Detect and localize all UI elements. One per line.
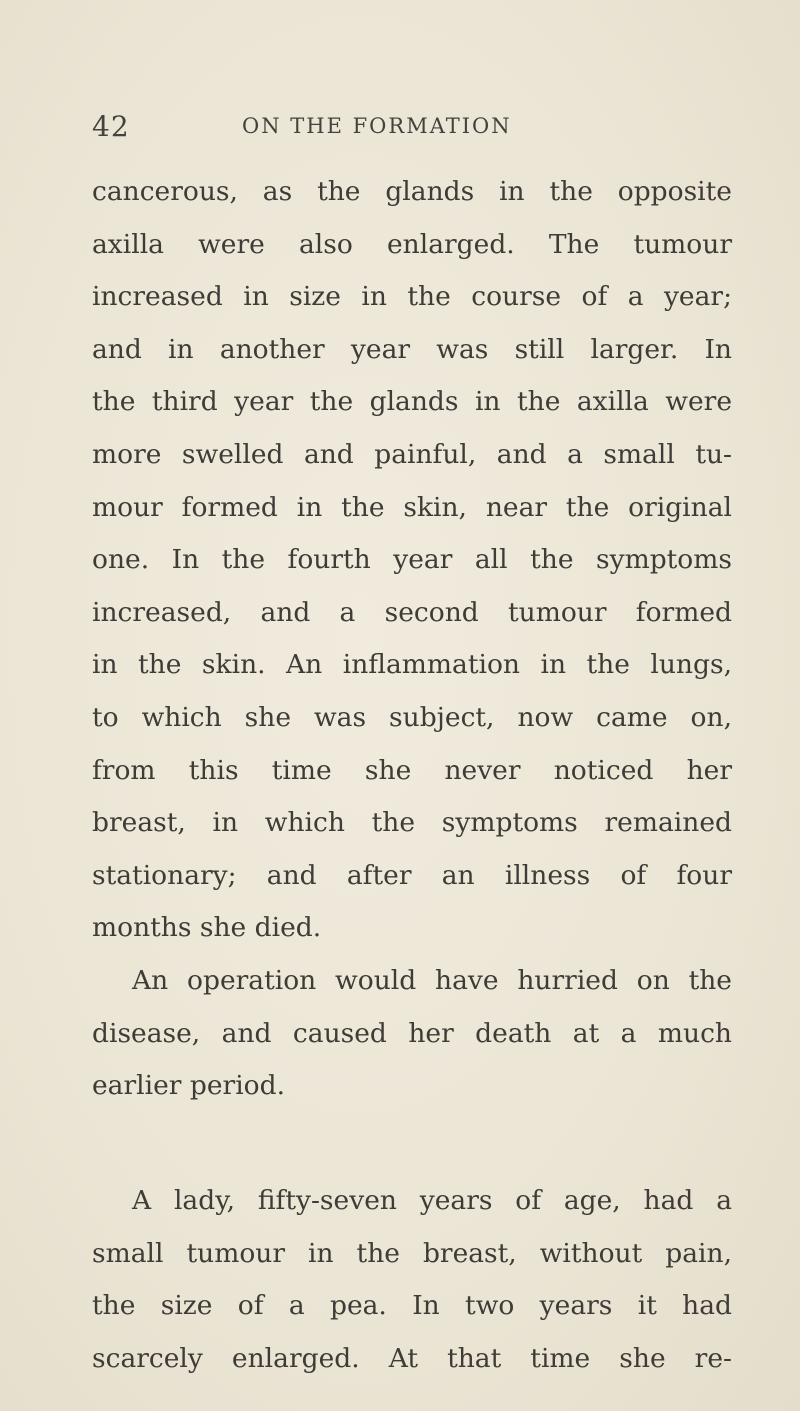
running-head: ON THE FORMATION (242, 114, 512, 138)
text-line: earlier period. (92, 1070, 286, 1102)
text-line: the size of a pea. In two years it had (92, 1290, 732, 1322)
text-line: breast, in which the symptoms remained (92, 807, 732, 839)
text-line: increased in size in the course of a year; (92, 281, 732, 313)
text-line: small tumour in the breast, without pain, (92, 1237, 732, 1269)
text-line: the third year the glands in the axilla were (92, 386, 732, 418)
text-line: An operation would have hurried on the (132, 965, 732, 996)
paragraph-1 (92, 166, 732, 955)
text-line: from this time she never noticed her (92, 754, 732, 786)
text-line: increased, and a second tumour formed (92, 596, 732, 628)
page-number: 42 (92, 110, 130, 143)
paragraph-2 (92, 955, 732, 1113)
text-line: cancerous, as the glands in the opposite (92, 176, 732, 207)
text-line: scarcely enlarged. At that time she re- (92, 1342, 732, 1374)
text-line: more swelled and painful, and a small tu- (92, 438, 732, 470)
page-header (92, 110, 732, 150)
text-line: A lady, fifty-seven years of age, had a (132, 1185, 732, 1216)
text-line: to which she was subject, now came on, (92, 701, 732, 733)
text-line: axilla were also enlarged. The tumour (92, 228, 732, 260)
text-line: disease, and caused her death at a much (92, 1017, 732, 1049)
paragraph-3 (92, 1175, 732, 1385)
text-line: months she died. (92, 912, 322, 944)
text-line: stationary; and after an illness of four (92, 859, 732, 891)
text-line: and in another year was still larger. In (92, 333, 732, 365)
text-line: in the skin. An inflammation in the lungs, (92, 649, 732, 681)
text-line: mour formed in the skin, near the original (92, 491, 732, 523)
text-line: one. In the fourth year all the symptoms (92, 544, 732, 576)
